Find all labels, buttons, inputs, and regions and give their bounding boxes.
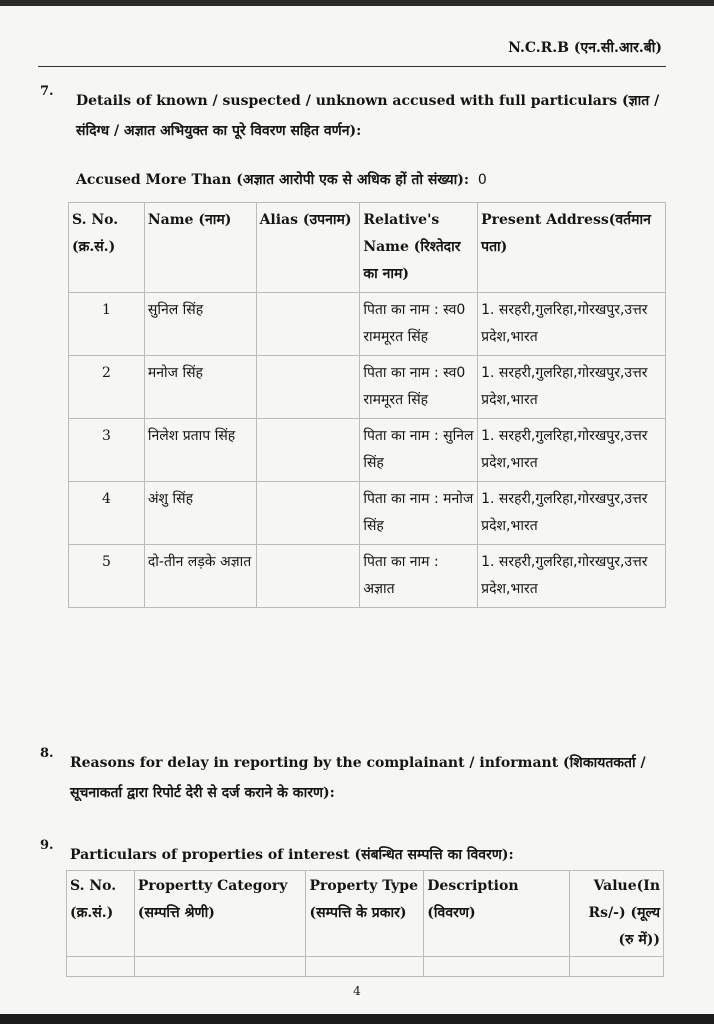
page-number: 4 [353, 984, 361, 998]
col-type: Property Type (सम्पत्ति के प्रकार) [306, 871, 424, 957]
empty-cell [424, 957, 570, 977]
table-row [69, 293, 666, 356]
accused-more-than [76, 170, 487, 189]
col-address: Present Address(वर्तमान पता) [478, 203, 666, 293]
col-alias: Alias (उपनाम) [256, 203, 360, 293]
table-row [69, 482, 666, 545]
col-name: Name (नाम) [144, 203, 256, 293]
col-category: Propertty Category (सम्पत्ति श्रेणी) [134, 871, 306, 957]
accused-table-header [69, 203, 666, 293]
row-name: सुनिल सिंह [144, 293, 256, 356]
table-row [69, 419, 666, 482]
row-relative: पिता का नाम : मनोज सिंह [360, 482, 478, 545]
col-sno: S. No. (क्र.सं.) [67, 871, 135, 957]
row-sno: 2 [69, 356, 145, 419]
row-alias [256, 419, 360, 482]
section-7-title-line2: संदिग्ध / अज्ञात अभियुक्त का पूरे विवरण सहित वर्णन): [76, 123, 362, 139]
property-table-header [67, 871, 664, 957]
section-7-title-line1: Details of known / suspected / unknown accused with full particulars (ज्ञात / [76, 93, 660, 109]
bottom-edge [0, 1014, 714, 1024]
row-address: 1. सरहरी,गुलरिहा,गोरखपुर,उत्तर प्रदेश,भारत [478, 482, 666, 545]
accused-table [68, 202, 666, 608]
section-7-number: 7. [40, 84, 54, 99]
row-relative: पिता का नाम : स्व0 राममूरत सिंह [360, 356, 478, 419]
row-alias [256, 356, 360, 419]
row-alias [256, 545, 360, 608]
row-sno: 4 [69, 482, 145, 545]
section-9-title: Particulars of properties of interest (संबन्धित सम्पत्ति का विवरण): [70, 847, 514, 863]
property-table [66, 870, 664, 977]
empty-cell [570, 957, 664, 977]
row-alias [256, 482, 360, 545]
accused-more-than-value: 0 [477, 172, 487, 188]
row-relative: पिता का नाम : अज्ञात [360, 545, 478, 608]
row-name: दो-तीन लड़के अज्ञात [144, 545, 256, 608]
row-address: 1. सरहरी,गुलरिहा,गोरखपुर,उत्तर प्रदेश,भारत [478, 356, 666, 419]
section-8-title-line2: सूचनाकर्ता द्वारा रिपोर्ट देरी से दर्ज कराने के कारण): [70, 785, 335, 801]
section-9-number: 9. [40, 838, 54, 853]
col-relative: Relative's Name (रिश्तेदार का नाम) [360, 203, 478, 293]
header-org: N.C.R.B (एन.सी.आर.बी) [508, 40, 662, 56]
row-name: मनोज सिंह [144, 356, 256, 419]
col-value: Value(In Rs/-) (मूल्य (रु में)) [570, 871, 664, 957]
row-sno: 3 [69, 419, 145, 482]
header-rule [38, 66, 666, 67]
col-sno: S. No. (क्र.सं.) [69, 203, 145, 293]
row-address: 1. सरहरी,गुलरिहा,गोरखपुर,उत्तर प्रदेश,भारत [478, 293, 666, 356]
row-name: अंशु सिंह [144, 482, 256, 545]
section-8-number: 8. [40, 746, 54, 761]
row-alias [256, 293, 360, 356]
empty-cell [306, 957, 424, 977]
section-8-title-line1: Reasons for delay in reporting by the complainant / informant (शिकायतकर्ता / [70, 755, 646, 771]
empty-cell [67, 957, 135, 977]
row-address: 1. सरहरी,गुलरिहा,गोरखपुर,उत्तर प्रदेश,भारत [478, 419, 666, 482]
accused-more-than-label: Accused More Than (अज्ञात आरोपी एक से अधिक हों तो संख्या): [76, 172, 470, 188]
row-relative: पिता का नाम : सुनिल सिंह [360, 419, 478, 482]
row-relative: पिता का नाम : स्व0 राममूरत सिंह [360, 293, 478, 356]
row-name: निलेश प्रताप सिंह [144, 419, 256, 482]
top-edge [0, 0, 714, 6]
table-row [69, 356, 666, 419]
empty-cell [134, 957, 306, 977]
row-address: 1. सरहरी,गुलरिहा,गोरखपुर,उत्तर प्रदेश,भारत [478, 545, 666, 608]
row-sno: 5 [69, 545, 145, 608]
table-row [69, 545, 666, 608]
table-row [67, 957, 664, 977]
col-description: Description (विवरण) [424, 871, 570, 957]
row-sno: 1 [69, 293, 145, 356]
